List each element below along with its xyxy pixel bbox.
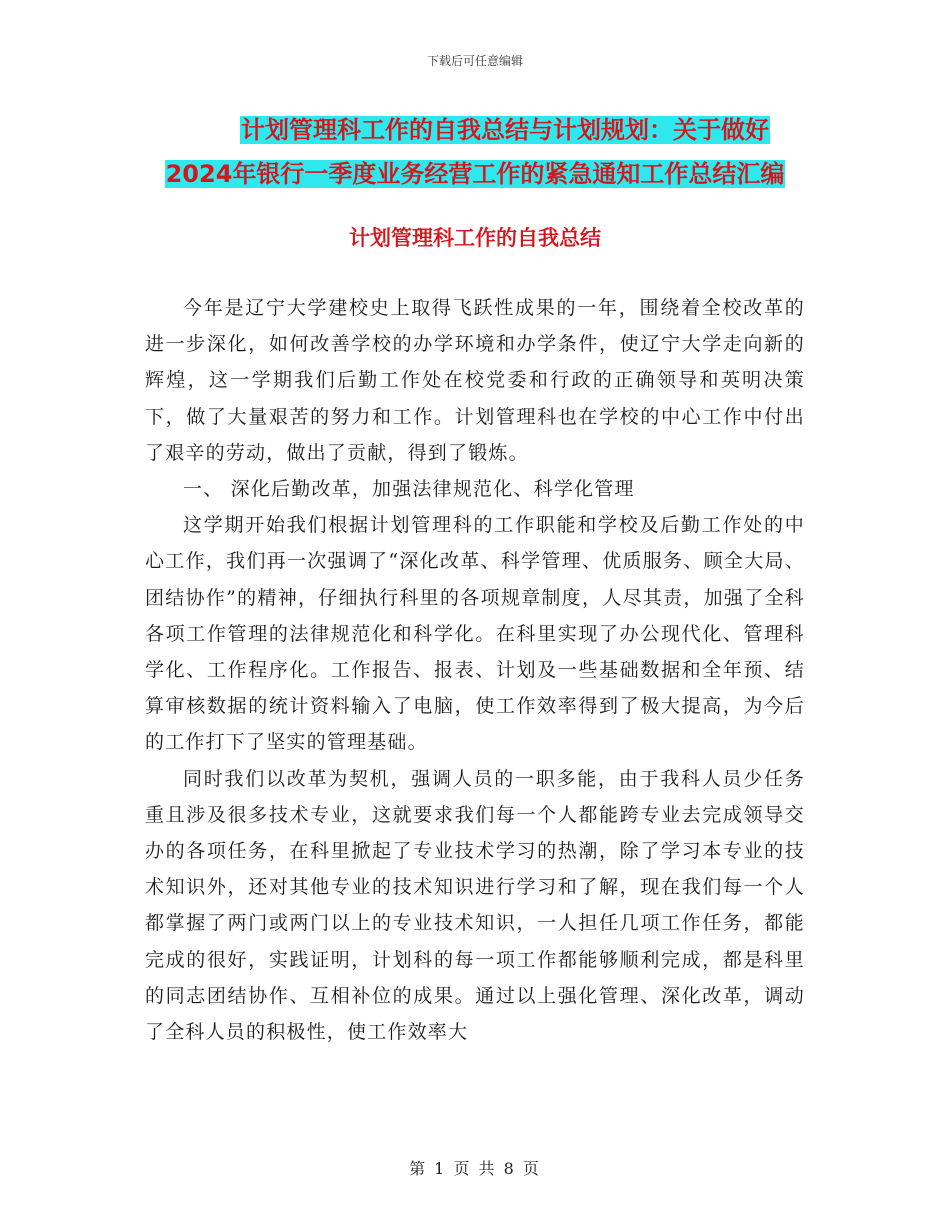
paragraph-management: 这学期开始我们根据计划管理科的工作职能和学校及后勤工作处的中心工作，我们再一次强调了“深化改革、科学管理、优质服务、顾全大局、团结协作”的精神，仔细执行科里的各项规章制度，人尽其责，加强了全科各项工作管理的法律规范化和科学化。在科里实现了办公现代化、管理科学化、工作程序化。工作报告、报表、计划及一些基础数据和全年预、结算审核数据的统计资料输入了电脑，使工作效率得到了极大提高，为今后的工作打下了坚实的管理基础。: [145, 514, 805, 754]
document-title: [0, 108, 950, 196]
paragraph-intro: 今年是辽宁大学建校史上取得飞跃性成果的一年，围绕着全校改革的进一步深化，如何改善学校的办学环境和办学条件，使辽宁大学走向新的辉煌，这一学期我们后勤工作处在校党委和行政的正确领导和英明决策下，做了大量艰苦的努力和工作。计划管理科也在学校的中心工作中付出了艰辛的劳动，做出了贡献，得到了锻炼。: [145, 297, 805, 464]
page-number: 第 1 页 共 8 页: [409, 1159, 541, 1178]
paragraph-reform: 同时我们以改革为契机，强调人员的一职多能，由于我科人员少任务重且涉及很多技术专业，这就要求我们每一个人都能跨专业去完成领导交办的各项任务，在科里掀起了专业技术学习的热潮，除了学习本专业的技术知识外，还对其他专业的技术知识进行学习和了解，现在我们每一个人都掌握了两门或两门以上的专业技术知识，一人担任几项工作任务，都能完成的很好，实践证明，计划科的每一项工作都能够顺利完成，都是科里的同志团结协作、互相补位的成果。通过以上强化管理、深化改革，调动了全科人员的积极性，使工作效率大: [145, 767, 805, 1044]
section-heading: 计划管理科工作的自我总结: [349, 226, 601, 250]
paragraph-subheading: 一、 深化后勤改革，加强法律规范化、科学化管理: [183, 478, 635, 501]
document-body: [145, 290, 805, 1050]
title-line-1: 计划管理科工作的自我总结与计划规划：关于做好: [241, 116, 769, 144]
title-line-2: 2024年银行一季度业务经营工作的紧急通知工作总结汇编: [165, 160, 785, 188]
page-header-note: 下载后可任意编辑: [426, 54, 523, 68]
